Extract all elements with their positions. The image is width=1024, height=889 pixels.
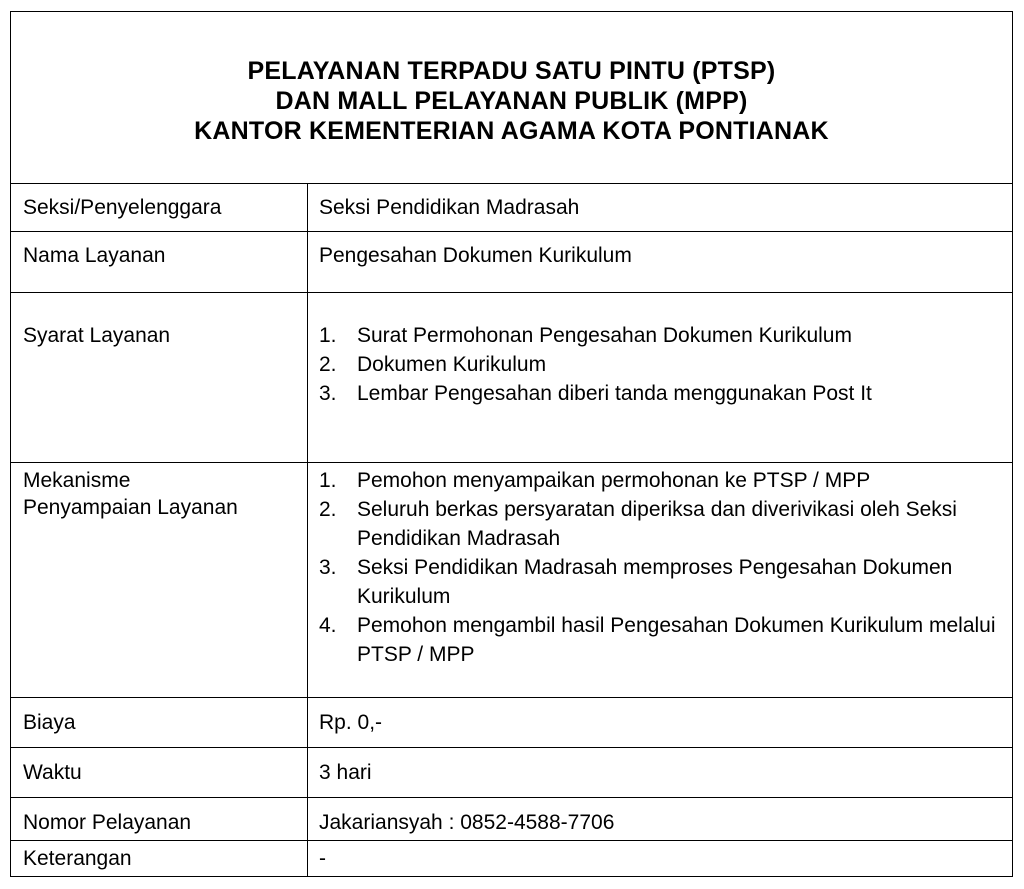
service-info-sheet: [10, 11, 1013, 877]
label-keterangan: Keterangan: [23, 847, 132, 870]
label-nomor-pelayanan: Nomor Pelayanan: [23, 811, 192, 834]
value-keterangan: -: [319, 847, 326, 870]
title-line-3: KANTOR KEMENTERIAN AGAMA KOTA PONTIANAK: [194, 117, 829, 145]
value-nama-layanan: Pengesahan Dokumen Kurikulum: [319, 244, 632, 267]
label-biaya: Biaya: [23, 711, 76, 734]
title-line-2: DAN MALL PELAYANAN PUBLIK (MPP): [275, 87, 748, 115]
mekanisme-list: [319, 466, 999, 669]
list-item: 3. Lembar Pengesahan diberi tanda menggunakan Post It: [319, 382, 872, 405]
list-item: 2. Seluruh berkas persyaratan diperiksa dan diverivikasi oleh Seksi Pendidikan Madrasah: [319, 498, 957, 550]
column-divider: [307, 184, 308, 877]
row-keterangan: [11, 841, 1012, 877]
row-syarat-layanan: [11, 293, 1012, 463]
title-block: [11, 12, 1012, 184]
list-item: 1. Pemohon menyampaikan permohonan ke PTSP / MPP: [319, 469, 871, 492]
list-item: 1. Surat Permohonan Pengesahan Dokumen Kurikulum: [319, 324, 852, 347]
title-line-1: PELAYANAN TERPADU SATU PINTU (PTSP): [247, 57, 776, 85]
label-syarat-layanan: Syarat Layanan: [23, 324, 171, 347]
label-waktu: Waktu: [23, 761, 82, 784]
label-seksi: Seksi/Penyelenggara: [23, 196, 222, 219]
value-mekanisme: [319, 466, 999, 669]
label-nama-layanan: Nama Layanan: [23, 244, 166, 267]
value-syarat-layanan: [319, 321, 999, 408]
row-waktu: [11, 748, 1012, 798]
list-item: 3. Seksi Pendidikan Madrasah memproses Pengesahan Dokumen Kurikulum: [319, 556, 953, 608]
row-nama-layanan: [11, 232, 1012, 293]
row-nomor-pelayanan: [11, 798, 1012, 841]
value-waktu: 3 hari: [319, 761, 372, 784]
row-seksi: [11, 184, 1012, 232]
syarat-list: [319, 321, 999, 408]
value-seksi: Seksi Pendidikan Madrasah: [319, 196, 580, 219]
value-nomor-pelayanan: Jakariansyah : 0852-4588-7706: [319, 811, 615, 834]
list-item: 4. Pemohon mengambil hasil Pengesahan Dokumen Kurikulum melalui PTSP / MPP: [319, 614, 996, 666]
row-biaya: [11, 698, 1012, 748]
row-mekanisme: [11, 463, 1012, 698]
value-biaya: Rp. 0,-: [319, 711, 383, 734]
label-mekanisme: Mekanisme Penyampaian Layanan: [23, 469, 238, 519]
list-item: 2. Dokumen Kurikulum: [319, 353, 547, 376]
